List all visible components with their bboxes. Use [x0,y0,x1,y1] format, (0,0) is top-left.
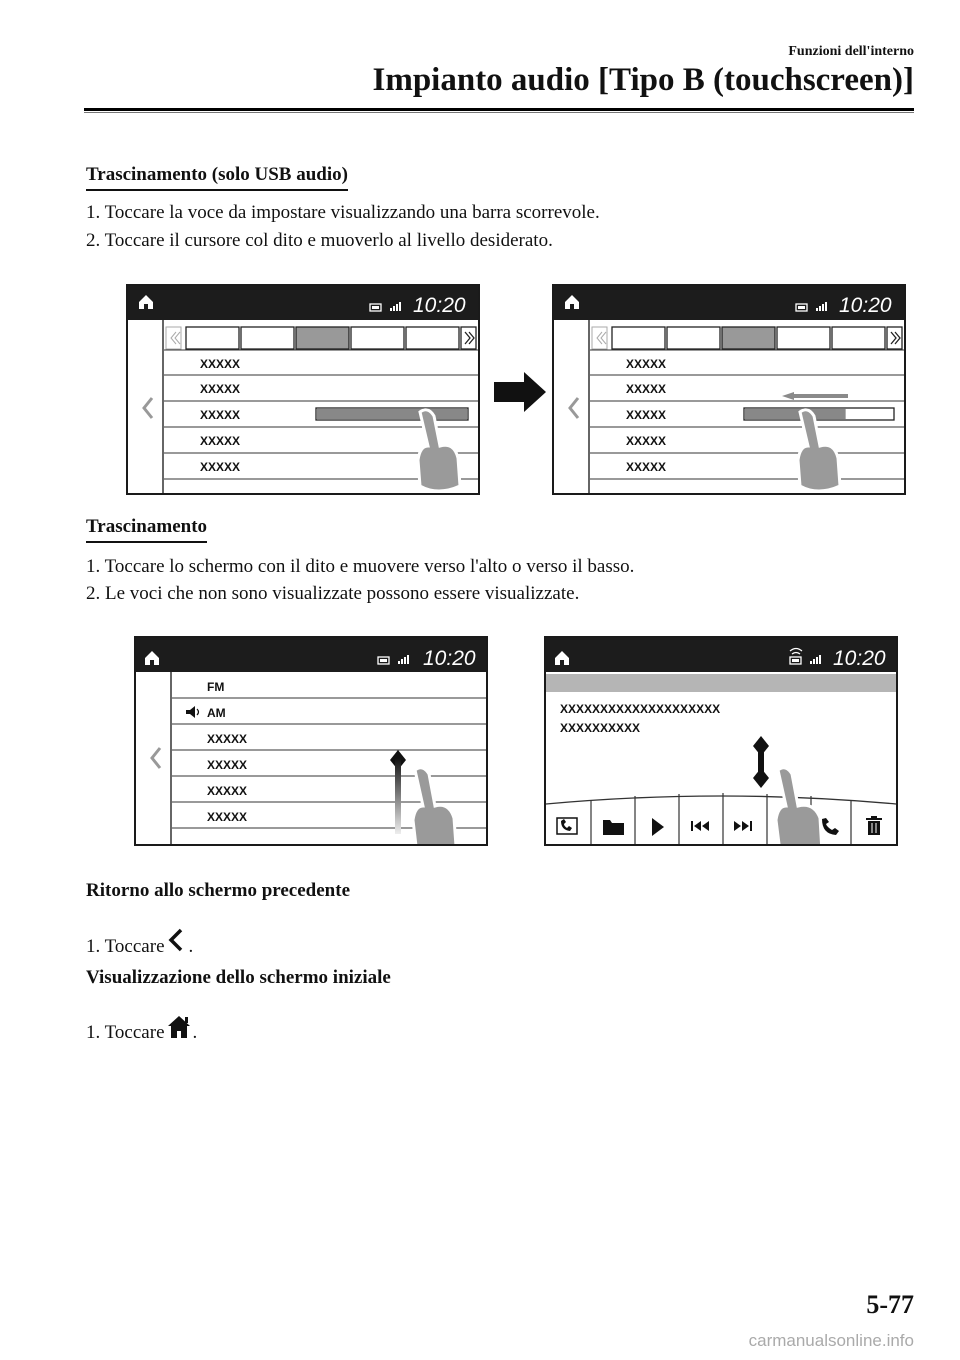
back-chevron-icon[interactable] [144,398,152,418]
slider-track[interactable] [316,408,468,420]
list-item[interactable]: XXXXX [626,408,667,422]
back-chevron-icon[interactable] [152,748,160,768]
list-item[interactable]: XXXXX [207,810,248,824]
list-item[interactable]: XXXXX [207,732,248,746]
tab-bar [592,327,902,349]
fm-item[interactable]: FM [207,680,225,694]
step-back-prefix: 1. Toccare [86,936,165,957]
slider-fill [745,409,846,419]
scroll-up-arrow [390,750,406,834]
step-2-1: 1. Toccare lo schermo con il dito e muovere verso l'alto o verso il basso. [86,556,635,577]
speaker-icon [186,706,199,718]
phone-icon[interactable] [822,818,839,835]
tab-bar [166,327,476,349]
list-item[interactable]: XXXXX [626,460,667,474]
list-item[interactable]: XXXXX [626,434,667,448]
header-rule [84,108,914,111]
clock: 10:20 [423,647,476,670]
screen-slider-after [552,284,906,495]
trash-icon[interactable] [866,816,882,835]
clock: 10:20 [833,647,886,670]
list-item[interactable]: XXXXX [200,408,241,422]
am-item[interactable]: AM [207,706,226,720]
screen-track-scroll [544,636,898,846]
list-item[interactable]: XXXXX [626,382,667,396]
drag-left-arrow [782,392,848,400]
finger-icon [776,768,822,844]
scroll-updown-arrow [753,736,769,788]
home-icon [165,1014,193,1046]
step-1-1: 1. Toccare la voce da impostare visualizzando una barra scorrevole. [86,202,600,223]
screen-slider-before [126,284,480,495]
header-rule-thin [84,112,914,113]
list-item[interactable]: XXXXX [207,784,248,798]
slider-track[interactable] [744,408,894,420]
list-item[interactable]: XXXXX [626,357,667,371]
clock: 10:20 [413,294,466,317]
list-item[interactable]: XXXXX [200,460,241,474]
screen-list-scroll [134,636,488,846]
folder-icon[interactable] [603,820,624,835]
track-title: XXXXXXXXXXXXXXXXXXXX [560,702,721,716]
step-home-prefix: 1. Toccare [86,1022,165,1043]
step-home-suffix: . [192,1022,198,1043]
play-icon[interactable] [652,818,664,836]
step-back-suffix: . [188,936,194,957]
step-2-2: 2. Le voci che non sono visualizzate possono essere visualizzate. [86,583,580,604]
list-item[interactable]: XXXXX [200,382,241,396]
finger-icon [413,768,456,844]
page-title: Impianto audio [Tipo B (touchscreen)] [372,62,914,98]
section-title-drag: Trascinamento [86,516,207,543]
section-title-drag-usb: Trascinamento (solo USB audio) [86,164,348,191]
finger-icon [798,410,840,491]
section-title-back: Ritorno allo schermo precedente [86,880,351,901]
slider-fill [317,409,467,419]
back-chevron-icon[interactable] [570,398,578,418]
step-back [86,928,193,960]
back-chevron-icon [165,928,189,960]
step-1-2: 2. Toccare il cursore col dito e muoverlo al livello desiderato. [86,230,553,251]
prev-track-icon[interactable] [691,821,709,831]
list-item[interactable]: XXXXX [200,434,241,448]
clock: 10:20 [839,294,892,317]
section-title-home: Visualizzazione dello schermo iniziale [86,967,391,988]
next-track-icon[interactable] [734,821,752,831]
page-number: 5-77 [866,1290,914,1319]
list-item[interactable]: XXXXX [207,758,248,772]
list-item[interactable]: XXXXX [200,357,241,371]
arrow-right-icon [492,370,548,419]
track-artist: XXXXXXXXXX [560,721,641,735]
finger-icon [418,410,460,491]
chapter-kicker: Funzioni dell'interno [788,44,914,59]
phone-list-icon[interactable] [557,818,577,834]
watermark: carmanualsonline.info [748,1331,914,1350]
step-home [86,1014,197,1046]
